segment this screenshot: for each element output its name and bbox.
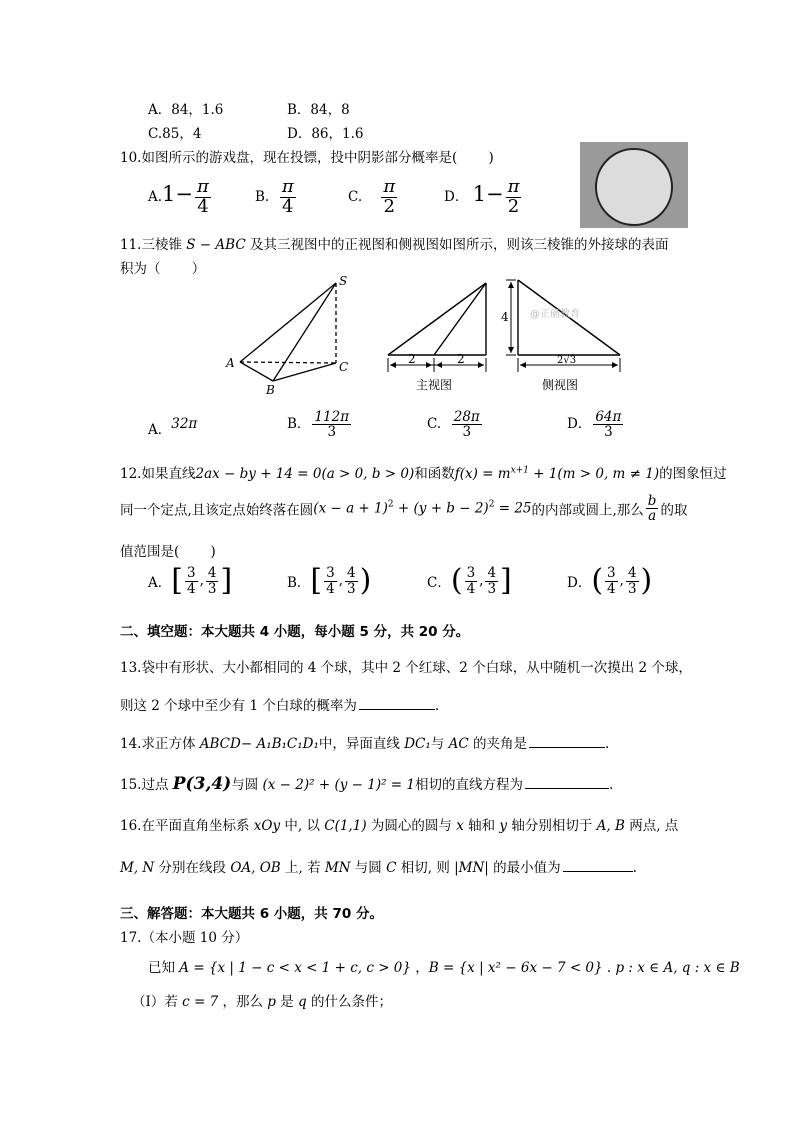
tetrahedron-diagram: [240, 283, 336, 381]
q11-stem-line1: 11.三棱锥 S − ABC 及其三视图中的正视图和侧视图如图所示，则该三棱锥的外接球的表面: [120, 237, 669, 253]
q16-line2: M, N 分别在线段 OA, OB 上, 若 MN 与圆 C 相切, 则 |MN| 的最小值为 .: [120, 860, 637, 876]
q9-option-b: B．84，8: [287, 102, 350, 118]
q12-option-d: D．( $\frac{3}{4}$ , $\frac{4}{3}$ ): [567, 563, 653, 598]
q13-line2: 则这 2 个球中至少有 1 个白球的概率为 .: [120, 698, 440, 714]
q14-answer-blank: [529, 746, 605, 748]
section-3-heading: 三、解答题：本大题共 6 小题，共 70 分。: [120, 906, 383, 922]
q10-circle: [595, 148, 673, 226]
q10-option-c: C. $\frac{\pi}{2}$: [348, 176, 396, 217]
section-2-heading: 二、填空题：本大题共 4 小题，每小题 5 分，共 20 分。: [120, 624, 470, 640]
q10-game-board: [580, 142, 688, 228]
label-b: B: [266, 383, 275, 397]
q12-line2: 同一个定点,且该定点始终落在圆$(x - a + 1)^2 + (y + b - 2)^2 = 25$的内部或圆上,那么 $\frac{b}{a}$ 的取: [120, 493, 688, 525]
dim-side-4: 4: [501, 310, 509, 324]
q12-line1: 12.如果直线2ax − by + 14 = 0(a > 0, b > 0)和函数$f(x) = m^{x+1} + 1(m > 0$, m ≠ 1)的图象恒过: [120, 465, 727, 482]
q11-option-c: C. $\frac{28\pi}{3}$: [427, 409, 480, 441]
front-view-diagram: [388, 283, 486, 372]
q9-option-d: D．86，1.6: [287, 126, 364, 142]
watermark: @正确教育: [530, 309, 580, 320]
q12-line3: 值范围是( ): [120, 544, 216, 560]
label-s: S: [339, 275, 348, 288]
front-view-caption: 主视图: [416, 378, 453, 392]
label-a: A: [226, 356, 235, 370]
q11-option-a: A．32π: [148, 416, 198, 438]
dim-front-2a: 2: [408, 352, 416, 366]
q17-header: 17.（本小题 10 分）: [120, 930, 249, 946]
q17-given: 已知 A = {x | 1 − c < x < 1 + c, c > 0} ，B = {x | x² − 6x − 7 < 0} . p : x ∈ A, q : x ∈ B: [148, 960, 740, 976]
q9-option-a: A．84，1.6: [148, 102, 224, 118]
q11-option-d: D． $\frac{64\pi}{3}$: [567, 409, 622, 441]
label-c: C: [339, 360, 349, 374]
q12-option-a: A．[ $\frac{3}{4}$ , $\frac{4}{3}$ ]: [148, 563, 233, 598]
q10-option-b: B. $\frac{\pi}{4}$: [255, 176, 294, 217]
q15: 15.过点 P(3,4)与圆 (x − 2)² + (y − 1)² = 1相切的直线方程为 .: [120, 774, 614, 794]
q14: 14.求正方体 ABCD− A₁B₁C₁D₁中，异面直线 DC₁与 AC 的夹角是 .: [120, 736, 610, 752]
q17-part1: （Ⅰ）若 c = 7 ，那么 p 是 q 的什么条件；: [132, 994, 392, 1010]
q10-option-d: D． 1− $\frac{\pi}{2}$: [444, 176, 520, 217]
q12-option-b: B．[ $\frac{3}{4}$ , $\frac{4}{3}$ ): [287, 563, 372, 598]
q11-stem-line2: 积为（ ）: [120, 261, 206, 277]
q11-figures: [220, 275, 640, 400]
side-view-caption: 侧视图: [542, 378, 579, 392]
q13-line1: 13.袋中有形状、大小都相同的 4 个球，其中 2 个红球、2 个白球，从中随机一次摸出 2 个球，: [120, 660, 692, 676]
q9-option-c: C.85，4: [148, 126, 202, 142]
q15-answer-blank: [525, 787, 609, 789]
q16-line1: 16.在平面直角坐标系 xOy 中, 以 C(1,1) 为圆心的圆与 x 轴和 y 轴分别相切于 A, B 两点, 点: [120, 818, 679, 834]
q10-option-a: A.1− $\frac{\pi}{4}$: [148, 176, 209, 217]
q16-answer-blank: [563, 870, 633, 872]
q11-option-b: B． $\frac{112\pi}{3}$: [287, 409, 350, 441]
dim-side-bottom: 2√3: [557, 355, 577, 366]
dim-front-2b: 2: [457, 352, 465, 366]
q12-option-c: C．( $\frac{3}{4}$ , $\frac{4}{3}$ ]: [427, 563, 512, 598]
q13-answer-blank: [359, 708, 435, 710]
q10-stem: 10.如图所示的游戏盘，现在投镖，投中阴影部分概率是( ): [120, 150, 494, 166]
